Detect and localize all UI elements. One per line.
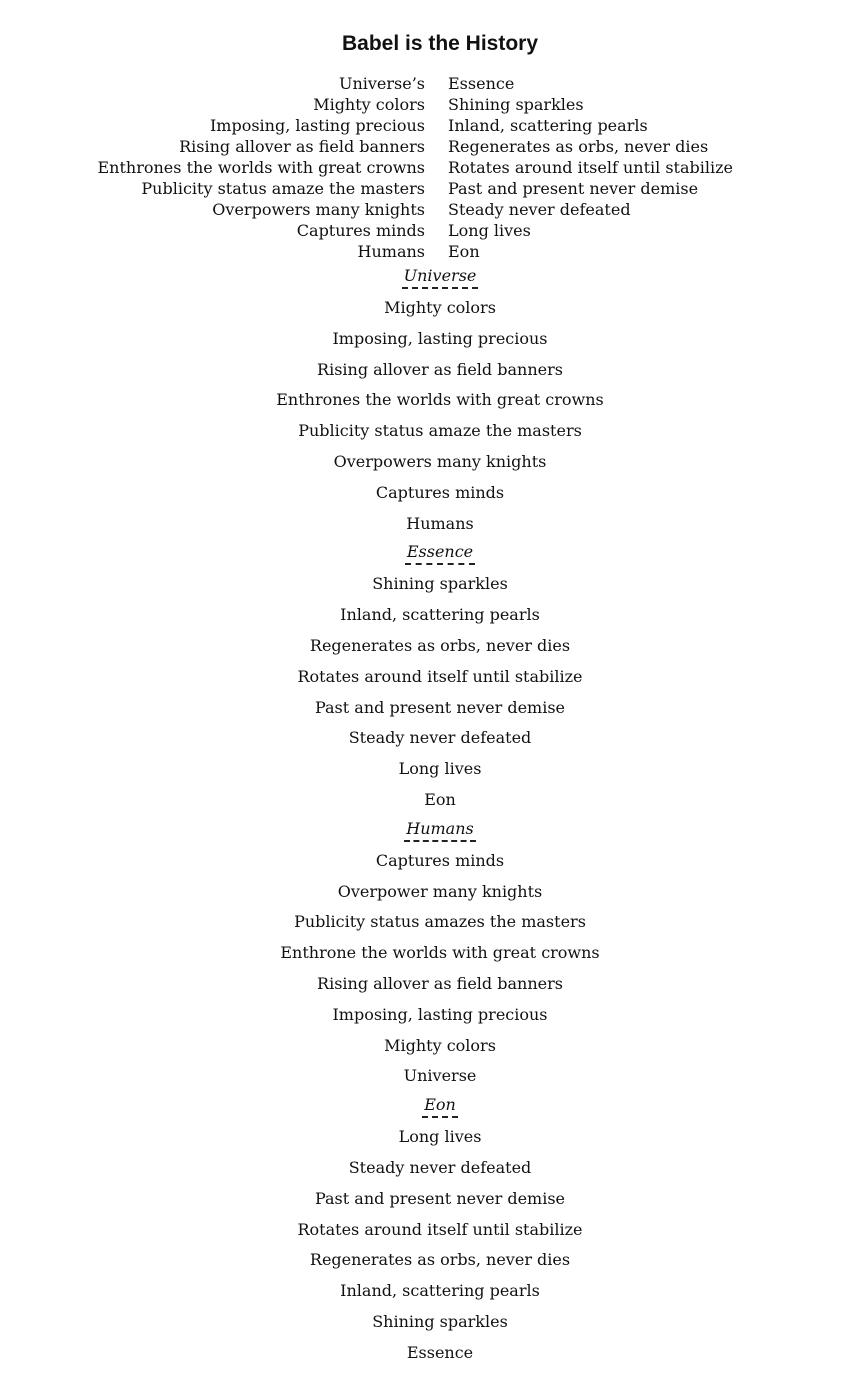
verse-line: Long lives [398,759,482,779]
pair-left-text: Rising allover as field banners [179,137,425,156]
verse-line: Past and present never demise [314,697,566,717]
verse-line: Steady never defeated [348,728,532,748]
pair-row [0,157,850,178]
verse-line: Regenerates as orbs, never dies [309,1250,571,1270]
verse-line: Essence [406,1342,474,1362]
stanza-heading-text: Essence [405,541,475,565]
verse-line: Steady never defeated [348,1157,532,1177]
pair-right-text: Past and present never demise [448,179,699,198]
pair-right-text: Essence [448,74,515,93]
pair-right-text: Rotates around itself until stabilize [448,158,733,177]
pair-right-text: Inland, scattering pearls [448,116,648,135]
pair-row [0,178,850,199]
stanza-heading-text: Humans [404,818,475,842]
verse-line: Overpower many knights [337,881,543,901]
verse-line: Regenerates as orbs, never dies [309,635,571,655]
verse-line: Humans [406,513,474,533]
verse-line: Overpowers many knights [333,451,547,471]
verse-line: Shining sparkles [372,574,508,594]
pair-right-text: Long lives [448,221,531,240]
verse-line: Past and present never demise [314,1188,566,1208]
pair-right-text: Steady never defeated [448,200,631,219]
verse-line: Mighty colors [384,1035,496,1055]
verse-line: Enthrones the worlds with great crowns [276,390,604,410]
verse-line: Universe [403,1066,477,1086]
verse-line: Mighty colors [384,298,496,317]
stanza-universe [0,263,850,539]
pair-right-text: Eon [448,242,480,261]
pair-row [0,241,850,262]
stanza-heading-text: Universe [402,265,479,289]
stanza-eon [0,1092,850,1368]
verse-line: Long lives [398,1127,482,1147]
pair-left-text: Imposing, lasting precious [209,116,425,135]
verse-line: Captures minds [375,850,505,870]
pair-row [0,136,850,157]
verse-line: Inland, scattering pearls [340,605,540,625]
stanza-humans [0,816,850,1092]
verse-line: Shining sparkles [372,1311,508,1331]
stanza-heading [0,816,850,846]
poem-title: Babel is the History [341,32,539,55]
pair-row [0,220,850,241]
verse-line: Imposing, lasting precious [332,1004,548,1024]
pair-row [0,94,850,115]
pair-right-text: Shining sparkles [448,95,584,114]
pair-right-text: Regenerates as orbs, never dies [448,137,709,156]
verse-line: Publicity status amaze the masters [298,421,582,441]
verse-line: Rising allover as field banners [317,359,563,379]
stanza-list [0,263,850,1369]
verse-line: Enthrone the worlds with great crowns [280,943,600,963]
pair-left-text: Enthrones the worlds with great crowns [97,158,425,177]
pair-left-text: Universe’s [338,74,425,93]
stanza-essence [0,539,850,815]
verse-line: Inland, scattering pearls [340,1281,540,1301]
pair-left-text: Publicity status amaze the masters [141,179,425,198]
verse-line: Eon [424,789,456,809]
pair-left-text: Overpowers many knights [212,200,425,219]
verse-line: Rising allover as field banners [317,973,563,993]
pair-row [0,115,850,136]
stanza-heading [0,1092,850,1122]
pair-row [0,199,850,220]
verse-line: Rotates around itself until stabilize [297,1219,583,1239]
verse-line: Captures minds [375,482,505,502]
verse-line: Publicity status amazes the masters [294,912,586,932]
pair-left-text: Mighty colors [313,95,425,114]
pair-left-text: Captures minds [296,221,425,240]
paired-verse [0,73,850,262]
stanza-heading [0,263,850,293]
pair-left-text: Humans [357,242,425,261]
verse-line: Rotates around itself until stabilize [297,666,583,686]
stanza-heading-text: Eon [422,1094,458,1118]
stanza-heading [0,539,850,569]
pair-row [0,73,850,94]
verse-line: Imposing, lasting precious [332,328,548,348]
